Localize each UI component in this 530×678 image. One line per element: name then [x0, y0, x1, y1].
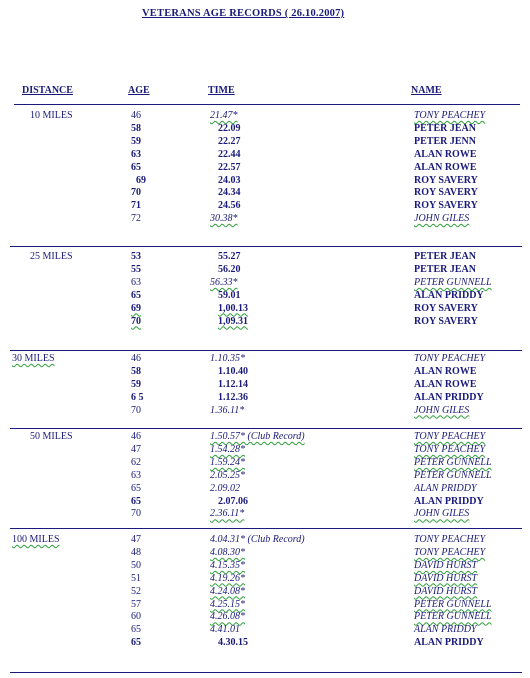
- row-name: ALAN PRIDDY: [414, 624, 477, 636]
- row-age: 63: [131, 469, 141, 481]
- row-time: 2.05.25*: [210, 469, 245, 481]
- row-age: 71: [131, 200, 141, 212]
- section-rule: [10, 528, 522, 529]
- row-name: PETER GUNNELL: [414, 276, 492, 288]
- row-name: ALAN PRIDDY: [414, 495, 484, 507]
- row-time: 24.03: [218, 174, 241, 186]
- row-name: TONY PEACHEY: [414, 353, 486, 364]
- row-time: 24.56: [218, 200, 241, 212]
- row-name: DAVID HURST: [414, 585, 478, 597]
- row-age: 70: [131, 404, 141, 416]
- row-age: 65: [131, 637, 141, 649]
- header-age: AGE: [128, 85, 150, 96]
- row-name: PETER GUNNELL: [414, 469, 492, 481]
- row-time: 2.07.06: [218, 495, 248, 507]
- row-time: 1.36.11*: [210, 404, 245, 416]
- row-name: ROY SAVERY: [414, 174, 478, 186]
- row-time: 4.41.01: [210, 624, 240, 636]
- row-age: 53: [131, 251, 141, 262]
- row-time: 22.57: [218, 161, 241, 173]
- row-name: ROY SAVERY: [414, 315, 478, 327]
- row-time: 4.26.08*: [210, 611, 245, 623]
- row-age: 62: [131, 456, 141, 468]
- row-age: 47: [131, 443, 141, 455]
- row-name: DAVID HURST: [414, 572, 478, 584]
- row-age: 65: [131, 482, 141, 494]
- section-distance: 10 MILES: [30, 110, 73, 121]
- section-distance: 30 MILES: [12, 353, 55, 364]
- row-name: PETER JENN: [414, 135, 476, 147]
- row-name: PETER GUNNELL: [414, 611, 492, 623]
- row-age: 69: [131, 302, 141, 314]
- row-age: 69: [136, 174, 146, 186]
- row-name: PETER JEAN: [414, 122, 476, 134]
- row-age: 48: [131, 546, 141, 558]
- row-name: ALAN PRIDDY: [414, 637, 484, 649]
- section-rule: [10, 246, 522, 247]
- row-time: 22.44: [218, 148, 241, 160]
- row-time: 1.54.28*: [210, 443, 245, 455]
- row-age: 59: [131, 378, 141, 390]
- row-age: 46: [131, 110, 141, 121]
- section-rule: [10, 672, 522, 673]
- row-time: 1,00.13: [218, 302, 248, 314]
- row-time: 1.12.14: [218, 378, 248, 390]
- row-name: JOHN GILES: [414, 213, 470, 225]
- row-time: 1.10.35*: [210, 353, 245, 364]
- row-time: 21.47*: [210, 110, 238, 121]
- row-name: ROY SAVERY: [414, 187, 478, 199]
- row-age: 65: [131, 161, 141, 173]
- row-time: 56.20: [218, 263, 241, 275]
- row-name: TONY PEACHEY: [414, 546, 486, 558]
- row-time: 1.59.24*: [210, 456, 245, 468]
- row-name: ALAN ROWE: [414, 378, 477, 390]
- row-age: 51: [131, 572, 141, 584]
- section-rule: [10, 428, 522, 429]
- row-name: ALAN PRIDDY: [414, 482, 477, 494]
- row-time: 4.30.15: [218, 637, 248, 649]
- row-name: PETER JEAN: [414, 251, 476, 262]
- section-distance: 50 MILES: [30, 431, 73, 442]
- header-time: TIME: [208, 85, 235, 96]
- row-age: 65: [131, 495, 141, 507]
- row-age: 65: [131, 289, 141, 301]
- row-time: 22.09: [218, 122, 241, 134]
- row-name: ALAN ROWE: [414, 161, 477, 173]
- row-time: 4.04.31* (Club Record): [210, 534, 305, 545]
- row-age: 70: [131, 508, 141, 520]
- row-time: 1,09.31: [218, 315, 248, 327]
- row-time: 4.15.35*: [210, 559, 245, 571]
- row-name: ALAN ROWE: [414, 148, 477, 160]
- row-name: PETER JEAN: [414, 263, 476, 275]
- header-distance: DISTANCE: [22, 85, 73, 96]
- row-age: 6 5: [131, 391, 144, 403]
- row-age: 70: [131, 187, 141, 199]
- row-name: TONY PEACHEY: [414, 110, 486, 121]
- row-time: 24.34: [218, 187, 241, 199]
- row-time: 1.12.36: [218, 391, 248, 403]
- row-name: PETER GUNNELL: [414, 598, 492, 610]
- row-name: DAVID HURST: [414, 559, 478, 571]
- row-age: 46: [131, 431, 141, 442]
- row-name: ROY SAVERY: [414, 302, 478, 314]
- section-rule: [10, 350, 522, 351]
- section-distance: 100 MILES: [12, 534, 60, 545]
- row-age: 58: [131, 122, 141, 134]
- row-time: 55.27: [218, 251, 241, 262]
- row-age: 52: [131, 585, 141, 597]
- row-time: 30.38*: [210, 213, 238, 225]
- row-age: 55: [131, 263, 141, 275]
- row-age: 57: [131, 598, 141, 610]
- row-age: 72: [131, 213, 141, 225]
- row-age: 70: [131, 315, 141, 327]
- row-age: 63: [131, 276, 141, 288]
- header-name: NAME: [411, 85, 442, 96]
- row-name: TONY PEACHEY: [414, 443, 486, 455]
- row-time: 22.27: [218, 135, 241, 147]
- row-age: 60: [131, 611, 141, 623]
- row-name: JOHN GILES: [414, 508, 470, 520]
- row-time: 2.09.02: [210, 482, 240, 494]
- row-time: 56.33*: [210, 276, 238, 288]
- section-rule: [14, 104, 520, 105]
- row-time: 1.50.57* (Club Record): [210, 431, 305, 442]
- row-time: 1.10.40: [218, 365, 248, 377]
- page-title: VETERANS AGE RECORDS ( 26.10.2007): [142, 8, 345, 19]
- row-time: 4.08.30*: [210, 546, 245, 558]
- row-age: 63: [131, 148, 141, 160]
- row-age: 46: [131, 353, 141, 364]
- row-age: 65: [131, 624, 141, 636]
- row-age: 59: [131, 135, 141, 147]
- row-time: 2.36.11*: [210, 508, 245, 520]
- section-distance: 25 MILES: [30, 251, 73, 262]
- row-time: 4.19.26*: [210, 572, 245, 584]
- row-age: 58: [131, 365, 141, 377]
- row-age: 47: [131, 534, 141, 545]
- row-time: 4.24.08*: [210, 585, 245, 597]
- row-name: TONY PEACHEY: [414, 431, 486, 442]
- row-name: TONY PEACHEY: [414, 534, 486, 545]
- row-age: 50: [131, 559, 141, 571]
- row-time: 4.25.15*: [210, 598, 245, 610]
- row-name: ALAN ROWE: [414, 365, 477, 377]
- row-name: ROY SAVERY: [414, 200, 478, 212]
- row-name: ALAN PRIDDY: [414, 391, 484, 403]
- row-name: JOHN GILES: [414, 404, 470, 416]
- row-name: ALAN PRIDDY: [414, 289, 484, 301]
- row-name: PETER GUNNELL: [414, 456, 492, 468]
- row-time: 59.01: [218, 289, 241, 301]
